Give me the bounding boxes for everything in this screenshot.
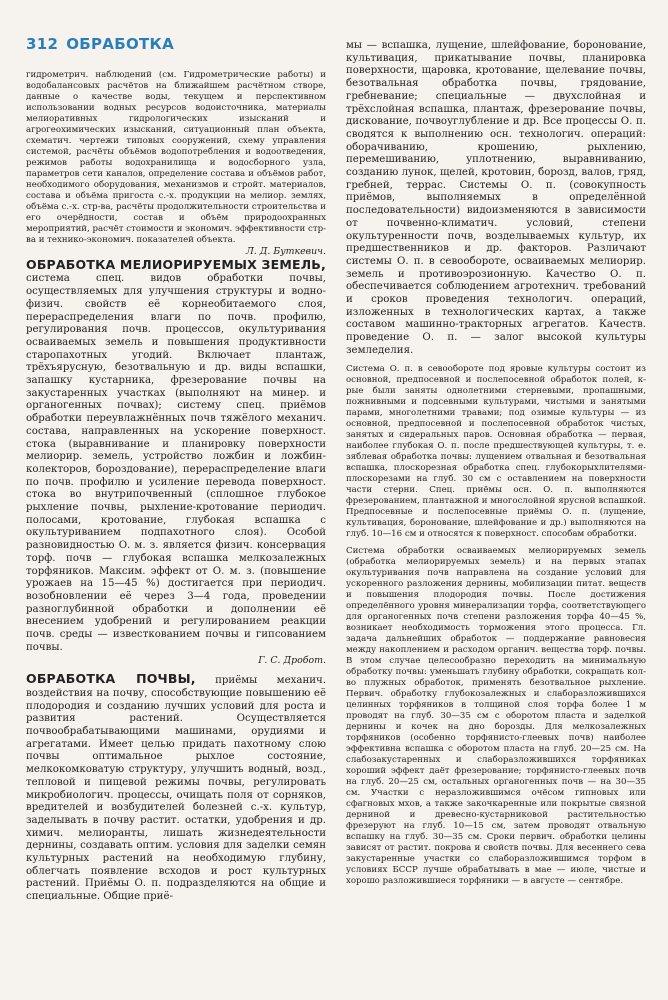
article-body: система спец. видов обработки почвы, осуществляемых для улучшения структуры и водно-физич. свойств её корнеобитаемого слоя, перераспределения влаги по почв. профилю, регулирования почв. процессов, окультуривания осваиваемых земель и повышения продуктивности старопахотных угодий. Включает плантаж, трёхъярусную, безотвальную и др. виды вспашки, запашку кустарника, фрезерование почвы на закустаренных участках (выполняют на минер. и органогенных почвах); систему спец. приёмов обработки переувлажнённых почв тяжёлого механич. состава, направленных на ускорение поверхност. стока (выравнивание и планировку поверхности мелиорир. земель, устройство ложбин и ложбин-колекторов, бороздование), перераспределение влаги по почв. профилю и усиление перевода поверхност. стока во внутрипочвенный (сплошное глубокое рыхление почвы, рыхление-кротование периодич. полосами, кротование, глубокая вспашка с окультуриванием подпахотного слоя). Особой разновидностью О. м. з. является физич. консервация торф. почв — глубокая вспашка мелкозалежных торфяников. Максим. эффект от О. м. з. (повышение урожаев на 15—45 %) достигается при периодич. возобновлении её через 3—4 года, проведении разноглубинной обработки и дополнении её внесением удобрений и регулированием реакции почв. среды — известкованием почвы и гипсованием почвы. — [26, 273, 326, 653]
article-title: ОБРАБОТКА МЕЛИОРИРУЕМЫХ ЗЕМЕЛЬ, — [26, 256, 326, 272]
author-signature: Г. С. Дробот. — [258, 654, 326, 666]
article-title: ОБРАБОТКА ПОЧВЫ, — [26, 671, 196, 687]
page-header — [26, 34, 174, 56]
article-continuation: гидрометрич. наблюдений (см. Гидрометрические работы) и водобалансовых расчётов на ближайшем расчётном створе, данные о качестве воды, текущем и перспективном использовании водных ресурсов водоисточника, материалы мелиоративных гидрологических изысканий и агрогеохимических изысканий, ситуационный план объекта, схематич. чертежи типовых сооружений, схему управления системой, расчёты объёмов водопотребления и водоотведения, режимов работы водохранилища и водосборного узла, параметров сети каналов, определение состава и объёмов работ, необходимого оборудования, механизмов и стройт. материалов, состава и объёма пригоста с.-х. продукции на мелиор. землях, объёма с.-х. стр-ва, расчёты продолжительности строительства и его очерёдности, состав и объём природоохранных мероприятий, расчёт стоимости и экономич. эффективности стр-ва и технико-экономич. показателей объекта. — [26, 70, 326, 245]
left-column — [26, 70, 326, 904]
right-column — [346, 40, 646, 887]
article-subsection: Система О. п. в севообороте под яровые культуры состоит из основной, предпосевной и послепосевной обработок полей, к-рые были заняты однолетними стерневыми, пропашными, пожнивными и подсевными культурами, чистыми и занятыми парами, многолетними травами; под озимые культуры — из основной, предпосевной и послепосевной обработок чистых, занятых и сидеральных паров. Основная обработка — первая, наиболее глубокая О. п. после предшествующей культуры, т. е. зяблевая обработка почвы: лущением отвальная и безотвальная вспашка, плоскорезная обработка спец. глубокорыхлителями-плоскорезами на глуб. 30 см с оставлением на поверхности части стерни. Спец. приёмы осн. О. п. выполняются фрезерованием, плантажной и многослойной ярусной вспашкой. Предпосевные и послепосевные приёмы О. п. (лущение, культивация, боронование, шлейфование и др.) выполняются на глуб. 10—16 см и относятся к поверхност. способам обработки. — [346, 363, 646, 539]
article-melioration — [26, 256, 326, 655]
running-head: ОБРАБОТКА — [66, 35, 174, 53]
article-body: приёмы механич. воздействия на почву, способствующие повышению её плодородия и созданию лучших условий для роста и развития растений. Осуществляется почвообрабатывающими машинами, орудиями и агрегатами. Имеет целью придать пахотному слою почвы оптимальное рыхлое состояние, мелкокомковатую структуру, улучшить водный, возд., тепловой и пищевой режимы почвы, регулировать микробиологич. процессы, очищать поля от сорняков, вредителей и возбудителей болезней с.-х. культур, заделывать в почву растит. остатки, удобрения и др. химич. мелиоранты, лишать жизнедеятельности дернины, создавать оптим. условия для заделки семян культурных растений на необходимую глубину, облегчать появление всходов и рост культурных растений. Приёмы О. п. подразделяются на общие и специальные. Общие приё- — [26, 675, 326, 903]
page-number: 312 — [26, 35, 59, 53]
article-body: мы — вспашка, лущение, шлейфование, боронование, культивация, прикатывание почвы, планировка поверхности, щаровка, кротование, щелевание почвы, безотвальная обработка почвы, грядование, гребневание; специальные — двухслойная и трёхслойная вспашка, плантаж, фрезерование почвы, дискование, почвоуглубление и др. Все процессы О. п. сводятся к выполнению осн. технологич. операций: оборачиванию, крошению, рыхлению, перемешиванию, уплотнению, выравниванию, созданию лунок, щелей, кротовин, борозд, валов, гряд, гребней, террас. Системы О. п. (совокупность приёмов, выполняемых в определённой последовательности) видоизменяются в зависимости от почвенно-климатич. условий, степени окультуренности почв, возделываемых культур, их предшественников и др. факторов. Различают системы О. п. в севообороте, осваиваемых мелиорир. земель и противоэрозионную. Качество О. п. обеспечивается соблюдением агротехнич. требований и сроков проведения технологич. операций, изложенных в технологических картах, а также составом машинно-тракторных агрегатов. Качеств. проведение О. п. — залог высокой культуры земледелия. — [346, 40, 646, 356]
article-soil-tillage — [26, 673, 326, 904]
article-subsection: Система обработки осваиваемых мелиорируемых земель (обработка мелиорируемых земель) и на первых этапах окультуривания почв направлена на создание условий для ускоренного разложения дернины, мобилизации питат. веществ и повышения плодородия почвы. После достижения определённого уровня минерализации торфа, соответствующего для органогенных почв степени разложения торфа 40—45 %, возникает необходимость торможения этого процесса. Гл. задача дальнейших обработок — поддержание равновесия между накоплением и расходом органич. вещества торф. почвы. В этом случае целесообразно переходить на минимальную обработку почвы: уменьшать глубину обработки, сокращать кол-во плужных обработок, применять безотвальное рыхление. Первич. обработку глубокозалежных и слаборазложившихся целинных торфяников в толщиной слоя торфа более 1 м проводят на глуб. 30—35 см с оборотом пласта и заделкой дернины и кочек на дно борозды. Для мелкозалежных торфяников (особенно торфянисто-глеевых почв) наиболее эффективна вспашка с оборотом пласта на глуб. 20—25 см. На слабозакустаренных и слаборазложившихся торфяниках хороший эффект даёт фрезерование; торфянисто-глеевых почв на глуб. 20—25 см, остальных органогенных почв — на 30—35 см. Участки с неразложившимся очёсом гипновых или сфагновых мхов, а также закочкаренные или покрытые связной дерниной и древесно-кустарниковой растительностью фрезеруют на глуб. 10—15 см, затем проводят отвальную вспашку на глуб. 30—35 см. Сроки первич. обработки целины зависят от растит. покрова и свойств почвы. Для весеннего сева закустаренные участки со слаборазложившимся торфом в условиях БССР лучше обрабатывать в мае — июле, чистые и хорошо разложившиеся торфяники — в августе — сентябре. — [346, 545, 646, 886]
author-signature: Л. Д. Буткевич. — [245, 246, 326, 257]
